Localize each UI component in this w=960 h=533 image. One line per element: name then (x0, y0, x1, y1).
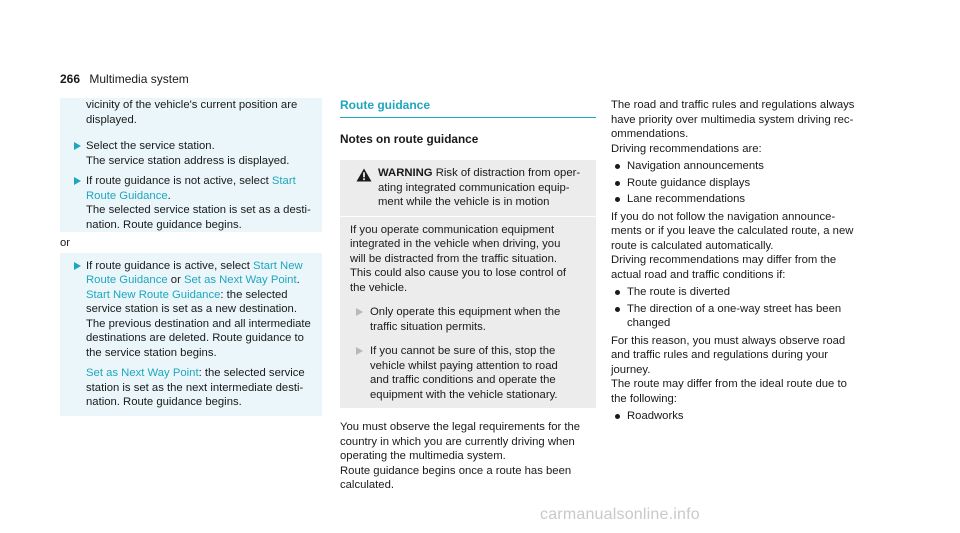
list-item: Roadworks (611, 409, 869, 424)
warning-title: WARNING (378, 167, 433, 179)
recommendations-list (611, 159, 869, 207)
step-arrow-icon (356, 308, 363, 316)
section-title-header: Multimedia system (89, 72, 189, 86)
legal-note: You must observe the legal requirements for the country in which you are currently driving when operating the multimedia system. Route guidance begins once a route has been calculated. (340, 421, 581, 491)
step-arrow-icon (356, 347, 363, 355)
subsection-heading: Notes on route guidance (340, 131, 479, 146)
step-arrow-icon (74, 262, 81, 270)
warning-triangle-icon (356, 168, 372, 182)
page-number: 266 (60, 72, 81, 86)
list-item: Route guidance displays (611, 176, 869, 191)
or-label: or (60, 237, 71, 249)
conditions-list (611, 285, 869, 331)
route-guidance-link[interactable]: Route Guidance (86, 189, 168, 202)
warning-step: Only operate this equipment when the traffic situation permits. (350, 305, 586, 334)
list-item: Lane recommendations (611, 192, 869, 207)
set-next-waypoint-link[interactable]: Set as Next Way Point (86, 367, 199, 379)
deviation-list (611, 409, 869, 424)
step-text: Select the service station. (86, 140, 215, 152)
intro-line: vicinity of the vehicle's current position are (86, 99, 298, 111)
step-result: The service station address is displayed. (86, 154, 290, 167)
step-arrow-icon (74, 177, 81, 185)
step-start-guidance: If route guidance is not active, select Start Route Guidance. The selected service station is set as a desti- nation. Route guidance begins. (60, 174, 322, 232)
column-middle (340, 98, 596, 493)
column-left (60, 98, 322, 416)
set-next-waypoint-link[interactable]: Set as Next Way Point (183, 274, 297, 286)
step-result: nation. Route guidance begins. (86, 218, 242, 231)
step-arrow-icon (74, 142, 81, 150)
column-right: The road and traffic rules and regulations always have priority over multimedia system driving rec- ommendations. Driving recommendations are: Navigation announcements Route guidance displays Lane recommendations If you do not follow the navigation announce- ments or if you leave the calculated route, a new route is calculated automatically. Driving recommendations may differ from the actual road and traffic conditions if: The route is diverted The direction of a one-way street has been changed For this reason, you must always observe road and traffic rules and regulations during your journey. The route may differ from the ideal route due to the following: Roadworks (611, 98, 869, 427)
step-active-guidance: If route guidance is active, select Start New Route Guidance or Set as Next Way Point. Start New Route Guidance: the selected service station is set as a new destination. The previous destination and all intermediate destinations are deleted. Route guidance to the service station begins. Set as Next Way Point: the selected service station is set as the next intermediate desti- nation. Route guidance begins. (60, 259, 322, 410)
page-header (60, 72, 189, 86)
watermark: carmanualsonline.info (540, 506, 700, 523)
list-item: Navigation announcements (611, 159, 869, 174)
start-new-link[interactable]: Start New (253, 259, 303, 272)
step-text: If route guidance is not active, select Start (86, 175, 296, 187)
list-item: The route is diverted (611, 285, 869, 300)
step-result: The selected service station is set as a desti- (86, 204, 311, 216)
intro-line: displayed. (86, 113, 137, 126)
start-new-route-guidance-link[interactable]: Start New Route Guidance (86, 288, 221, 301)
start-link[interactable]: Start (271, 175, 296, 187)
step-select-station (60, 139, 322, 168)
warning-box: WARNING Risk of distraction from oper- ating integrated communication equip- ment while the vehicle is in motion If you operate communication equipment integrated in the vehicle when driving, you will be distracted from the traffic situation. This could also cause you to lose control of the vehicle. Only operate this equipment when the traffic situation permits. If you cannot be sure of this, stop the vehicle whilst paying attention to road and traffic conditions and operate the equipment with the vehicle stationary. (340, 160, 596, 408)
intro-block (60, 98, 322, 127)
route-guidance-link[interactable]: Route Guidance (86, 274, 168, 286)
list-item: The direction of a one-way street has been changed (611, 302, 869, 331)
section-heading: Route guidance (340, 98, 596, 118)
warning-step: If you cannot be sure of this, stop the vehicle whilst paying attention to road and traffic conditions and operate the equipment with the vehicle stationary. (350, 344, 586, 402)
